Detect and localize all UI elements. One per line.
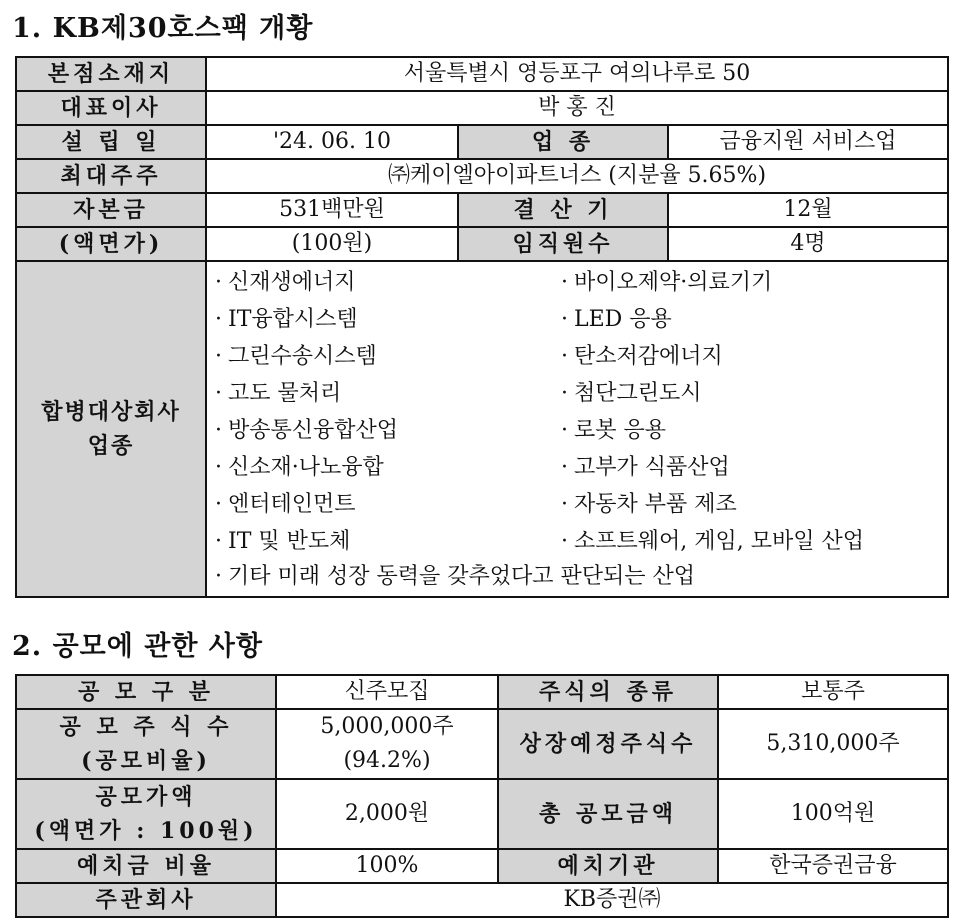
bullet: · xyxy=(561,492,568,517)
sector-value: 금융지원 서비스업 xyxy=(668,125,948,159)
industry-text: 바이오제약·의료기기 xyxy=(574,270,773,295)
bullet: · xyxy=(215,344,222,369)
industry-item xyxy=(215,301,561,338)
bullet: · xyxy=(215,270,222,295)
industry-item xyxy=(215,412,561,449)
industry-item xyxy=(561,301,931,338)
industry-item-last xyxy=(215,560,939,594)
industry-text: 자동차 부품 제조 xyxy=(574,492,737,517)
capital-value: 531백만원 xyxy=(206,193,458,227)
bullet: · xyxy=(215,418,222,443)
industry-item xyxy=(561,523,931,560)
bullet: · xyxy=(561,307,568,332)
employees-value: 4명 xyxy=(668,227,948,261)
major-shareholder-label: 최대주주 xyxy=(16,159,206,193)
bullet: · xyxy=(215,381,222,406)
total-amount-label: 총 공모금액 xyxy=(498,779,718,849)
industry-item xyxy=(561,264,931,301)
bullet: · xyxy=(561,381,568,406)
offering-shares-label xyxy=(16,709,276,779)
bullet: · xyxy=(215,564,222,589)
industry-item xyxy=(561,486,931,523)
industry-text: 로봇 응용 xyxy=(574,418,667,443)
offering-type-label: 공 모 구 분 xyxy=(16,675,276,709)
ceo-value: 박 홍 진 xyxy=(206,91,948,125)
bullet: · xyxy=(561,344,568,369)
total-amount-value: 100억원 xyxy=(718,779,948,849)
bullet: · xyxy=(561,455,568,480)
offering-shares-label-line1: 공 모 주 식 수 xyxy=(59,714,233,740)
company-overview-table xyxy=(15,56,949,598)
industry-text: IT융합시스템 xyxy=(228,307,358,332)
bullet: · xyxy=(215,492,222,517)
industry-text: 방송통신융합산업 xyxy=(228,418,399,443)
sector-label: 업 종 xyxy=(458,125,668,159)
founded-value: '24. 06. 10 xyxy=(206,125,458,159)
industry-item xyxy=(215,338,561,375)
industry-text: 엔터테인먼트 xyxy=(228,492,356,517)
industry-item xyxy=(215,523,561,560)
bullet: · xyxy=(561,529,568,554)
escrow-org-label: 예치기관 xyxy=(498,849,718,883)
escrow-rate-label: 예치금 비율 xyxy=(16,849,276,883)
industry-text: 소프트웨어, 게임, 모바일 산업 xyxy=(574,529,864,554)
hq-label: 본점소재지 xyxy=(16,57,206,91)
offering-price-label-line2: (액면가 : 100원) xyxy=(34,818,258,844)
stock-kind-label: 주식의 종류 xyxy=(498,675,718,709)
par-value: (100원) xyxy=(206,227,458,261)
escrow-rate-value: 100% xyxy=(276,849,498,883)
major-shareholder-value: ㈜케이엘아이파트너스 (지분율 5.65%) xyxy=(206,159,948,193)
offering-shares-value xyxy=(276,709,498,779)
industry-text: 고부가 식품산업 xyxy=(574,455,730,480)
lead-manager-label: 주관회사 xyxy=(16,883,276,917)
bullet: · xyxy=(215,529,222,554)
industry-grid xyxy=(215,264,939,560)
bullet: · xyxy=(561,418,568,443)
industry-text: IT 및 반도체 xyxy=(228,529,351,554)
offering-type-value: 신주모집 xyxy=(276,675,498,709)
industry-text: 신소재·나노융합 xyxy=(228,455,384,480)
merger-industry-label xyxy=(16,261,206,597)
employees-label: 임직원수 xyxy=(458,227,668,261)
industry-text: 신재생에너지 xyxy=(228,270,356,295)
offering-price-value: 2,000원 xyxy=(276,779,498,849)
ceo-label: 대표이사 xyxy=(16,91,206,125)
industry-text: 탄소저감에너지 xyxy=(574,344,723,369)
industry-text: 기타 미래 성장 동력을 갖추었다고 판단되는 산업 xyxy=(228,564,696,589)
offering-table xyxy=(15,674,949,918)
industry-text: 그린수송시스템 xyxy=(228,344,377,369)
stock-kind-value: 보통주 xyxy=(718,675,948,709)
merger-label-line1: 합병대상회사 xyxy=(41,399,181,425)
par-label: (액면가) xyxy=(16,227,206,261)
capital-label: 자본금 xyxy=(16,193,206,227)
section2-title: 2. 공모에 관한 사항 xyxy=(12,631,263,662)
merger-label-line2: 업종 xyxy=(87,433,135,459)
offering-shares-value-line1: 5,000,000주 xyxy=(320,714,454,739)
industry-item xyxy=(561,375,931,412)
founded-label: 설 립 일 xyxy=(16,125,206,159)
listed-shares-value: 5,310,000주 xyxy=(718,709,948,779)
industry-item xyxy=(215,375,561,412)
industry-item xyxy=(215,486,561,523)
offering-shares-label-line2: (공모비율) xyxy=(81,748,211,774)
industry-text: 고도 물처리 xyxy=(228,381,342,406)
industry-text: LED 응용 xyxy=(574,307,672,332)
lead-manager-value: KB증권㈜ xyxy=(276,883,948,917)
escrow-org-value: 한국증권금융 xyxy=(718,849,948,883)
industry-list xyxy=(206,261,948,597)
offering-price-label-line1: 공모가액 xyxy=(95,784,197,810)
offering-shares-value-line2: (94.2%) xyxy=(343,748,431,773)
industry-text: 첨단그린도시 xyxy=(574,381,702,406)
offering-price-label xyxy=(16,779,276,849)
bullet: · xyxy=(215,307,222,332)
bullet: · xyxy=(561,270,568,295)
section1-title: 1. KB제30호스팩 개황 xyxy=(12,13,314,44)
hq-value: 서울특별시 영등포구 여의나루로 50 xyxy=(206,57,948,91)
fiscal-label: 결 산 기 xyxy=(458,193,668,227)
industry-item xyxy=(215,449,561,486)
fiscal-value: 12월 xyxy=(668,193,948,227)
industry-item xyxy=(215,264,561,301)
industry-item xyxy=(561,338,931,375)
industry-item xyxy=(561,412,931,449)
bullet: · xyxy=(215,455,222,480)
listed-shares-label: 상장예정주식수 xyxy=(498,709,718,779)
industry-item xyxy=(561,449,931,486)
